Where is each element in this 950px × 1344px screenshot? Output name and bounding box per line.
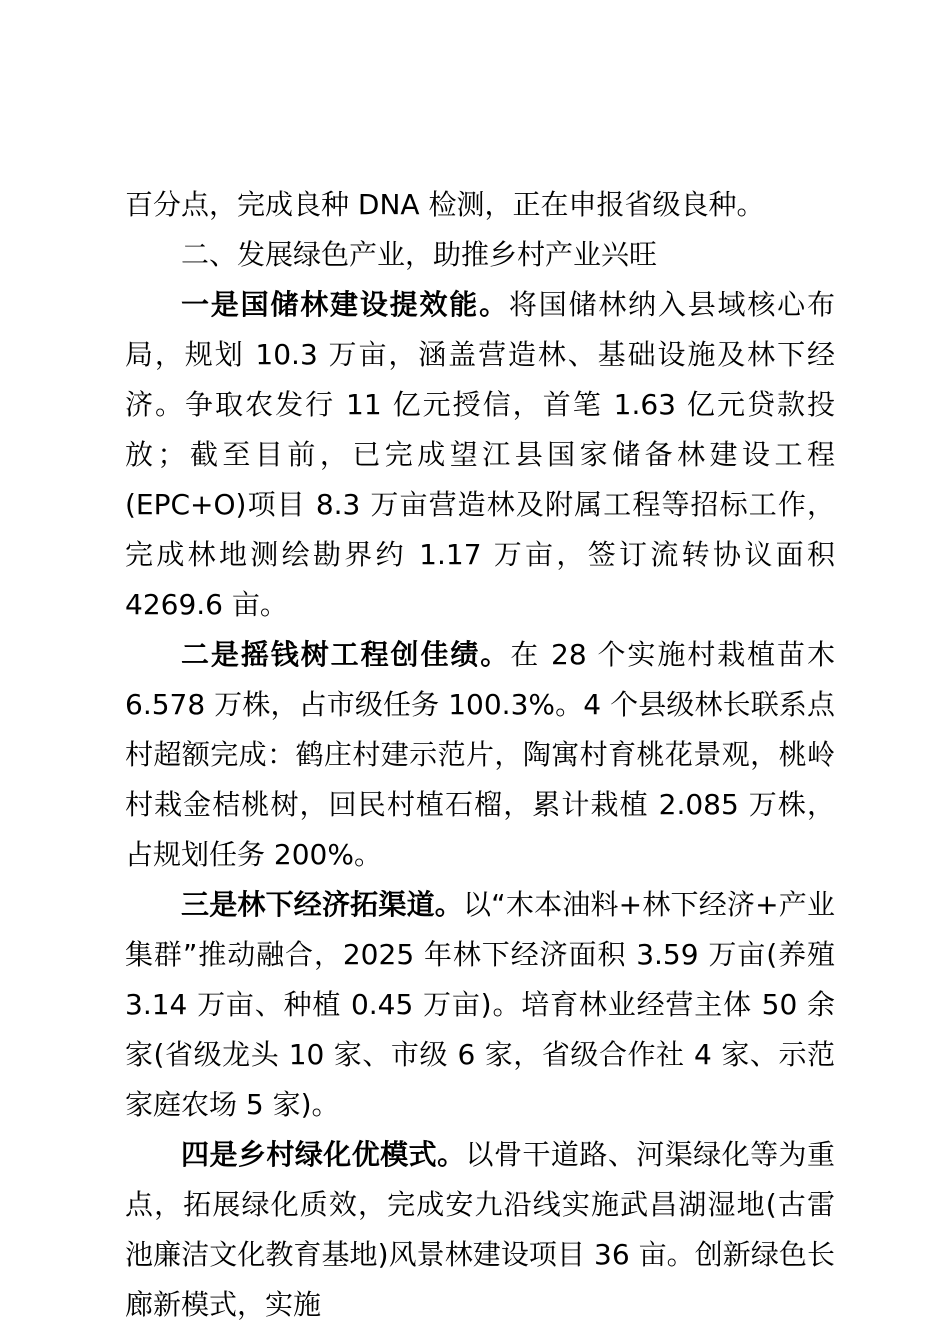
paragraph-text: 以“木本油料+林下经济+产业集群”推动融合，2025 年林下经济面积 3.59 万亩(养殖 3.14 万亩、种植 0.45 万亩)。培育林业经营主体 50 余家(省级龙头 10 家、市级 6 家，省级合作社 4 家、示范家庭农场 5 家)。 [125, 888, 835, 1121]
paragraph [125, 280, 835, 630]
section-heading [125, 230, 835, 280]
paragraph-lead-emphasis: 一是国储林建设提效能。 [181, 288, 509, 321]
paragraph-lead-emphasis: 二是摇钱树工程创佳绩。 [181, 638, 511, 671]
paragraph [125, 180, 835, 230]
paragraph-text: 百分点，完成良种 DNA 检测，正在申报省级良种。 [125, 188, 765, 221]
paragraph-text: 将国储林纳入县域核心布局，规划 10.3 万亩，涵盖营造林、基础设施及林下经济。争取农发行 11 亿元授信，首笔 1.63 亿元贷款投放；截至目前，已完成望江县国家储备林建设工程(EPC+O)项目 8.3 万亩营造林及附属工程等招标工作，完成林地测绘勘界约 1.17 万亩，签订流转协议面积 4269.6 亩。 [125, 288, 835, 621]
paragraph-lead-emphasis: 四是乡村绿化优模式。 [181, 1138, 466, 1171]
paragraph [125, 880, 835, 1130]
paragraph-text: 以骨干道路、河渠绿化等为重点，拓展绿化质效，完成安九沿线实施武昌湖湿地(古雷池廉洁文化教育基地)风景林建设项目 36 亩。创新绿色长廊新模式，实施 [125, 1138, 835, 1321]
paragraph-lead-emphasis: 三是林下经济拓渠道。 [181, 888, 463, 921]
paragraph-text: 在 28 个实施村栽植苗木 6.578 万株，占市级任务 100.3%。4 个县级林长联系点村超额完成：鹤庄村建示范片，陶寓村育桃花景观，桃岭村栽金桔桃树，回民村植石榴，累计栽植 2.085 万株，占规划任务 200%。 [125, 638, 835, 871]
paragraph [125, 630, 835, 880]
paragraph-text: 二、发展绿色产业，助推乡村产业兴旺 [181, 238, 658, 271]
document-content [125, 180, 835, 1330]
paragraph [125, 1130, 835, 1330]
